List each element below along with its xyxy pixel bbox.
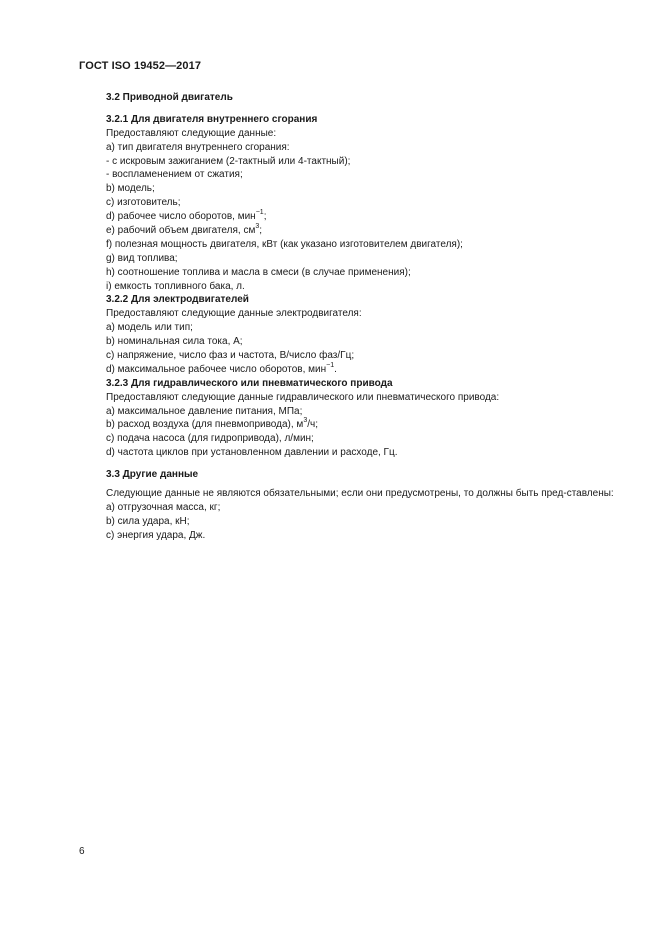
section-3-2-title: 3.2 Приводной двигатель bbox=[106, 92, 233, 103]
section-3-2-2-intro: Предоставляют следующие данные электродвигателя: bbox=[106, 308, 362, 320]
list-item-a: a) максимальное давление питания, МПа; bbox=[106, 405, 303, 417]
section-3-2-3-title: 3.2.3 Для гидравлического или пневматического привода bbox=[106, 377, 393, 389]
superscript: −1 bbox=[255, 208, 264, 216]
section-3-2-3-intro: Предоставляют следующие данные гидравлического или пневматического привода: bbox=[106, 391, 500, 403]
section-3-2-2-title: 3.2.2 Для электродвигателей bbox=[106, 294, 249, 306]
list-item-e-end: ; bbox=[259, 225, 263, 237]
list-item-d-text: d) максимальное рабочее число оборотов, мин bbox=[106, 363, 327, 375]
list-item-i: i) емкость топливного бака, л. bbox=[106, 280, 245, 292]
list-item-a: a) отгрузочная масса, кг; bbox=[106, 501, 221, 513]
list-item-b-end: /ч; bbox=[307, 419, 318, 431]
superscript: −1 bbox=[326, 361, 335, 369]
list-item-d bbox=[79, 210, 619, 224]
list-item-h: h) соотношение топлива и масла в смеси (в случае применения); bbox=[106, 266, 411, 278]
list-item-a: a) модель или тип; bbox=[106, 322, 193, 334]
list-item-d: d) частота циклов при установленном давлении и расходе, Гц. bbox=[106, 447, 398, 459]
list-item-d-end: . bbox=[334, 363, 337, 375]
superscript: 3 bbox=[303, 417, 308, 425]
list-item-g: g) вид топлива; bbox=[106, 252, 178, 264]
list-item-b: b) модель; bbox=[106, 183, 155, 195]
section-3-3-paragraph: Следующие данные не являются обязательными; если они предусмотрены, то должны быть пред-ставлены: bbox=[106, 488, 614, 500]
list-item-c: c) подача насоса (для гидропривода), л/мин; bbox=[106, 433, 314, 445]
list-item-d-text: d) рабочее число оборотов, мин bbox=[106, 211, 256, 223]
section-3-2-1-intro: Предоставляют следующие данные: bbox=[106, 127, 277, 139]
list-item-d bbox=[79, 363, 619, 377]
list-dash-item: - воспламенением от сжатия; bbox=[106, 169, 243, 181]
list-item-b-text: b) расход воздуха (для пневмопривода), м bbox=[106, 419, 304, 431]
list-item-f: f) полезная мощность двигателя, кВт (как указано изготовителем двигателя); bbox=[106, 238, 463, 250]
list-item-c: c) энергия удара, Дж. bbox=[106, 529, 206, 541]
list-dash-item: - с искровым зажиганием (2-тактный или 4-тактный); bbox=[106, 155, 351, 167]
list-item-d-end: ; bbox=[263, 211, 267, 223]
section-3-2-1-title: 3.2.1 Для двигателя внутреннего сгорания bbox=[106, 113, 318, 125]
superscript: 3 bbox=[255, 222, 260, 230]
document-header: ГОСТ ISO 19452—2017 bbox=[79, 60, 202, 72]
list-item-c: c) напряжение, число фаз и частота, В/число фаз/Гц; bbox=[106, 350, 355, 362]
list-item-e bbox=[79, 224, 619, 238]
document-body bbox=[79, 91, 619, 543]
section-3-3-title: 3.3 Другие данные bbox=[106, 469, 199, 481]
list-item-b: b) сила удара, кН; bbox=[106, 515, 190, 527]
list-item-b: b) номинальная сила тока, А; bbox=[106, 336, 243, 348]
list-item-a: a) тип двигателя внутреннего сгорания: bbox=[106, 141, 290, 153]
list-item-c: c) изготовитель; bbox=[106, 197, 181, 209]
list-item-b bbox=[79, 418, 619, 432]
list-item-e-text: e) рабочий объем двигателя, см bbox=[106, 225, 256, 237]
page-number: 6 bbox=[79, 846, 85, 857]
